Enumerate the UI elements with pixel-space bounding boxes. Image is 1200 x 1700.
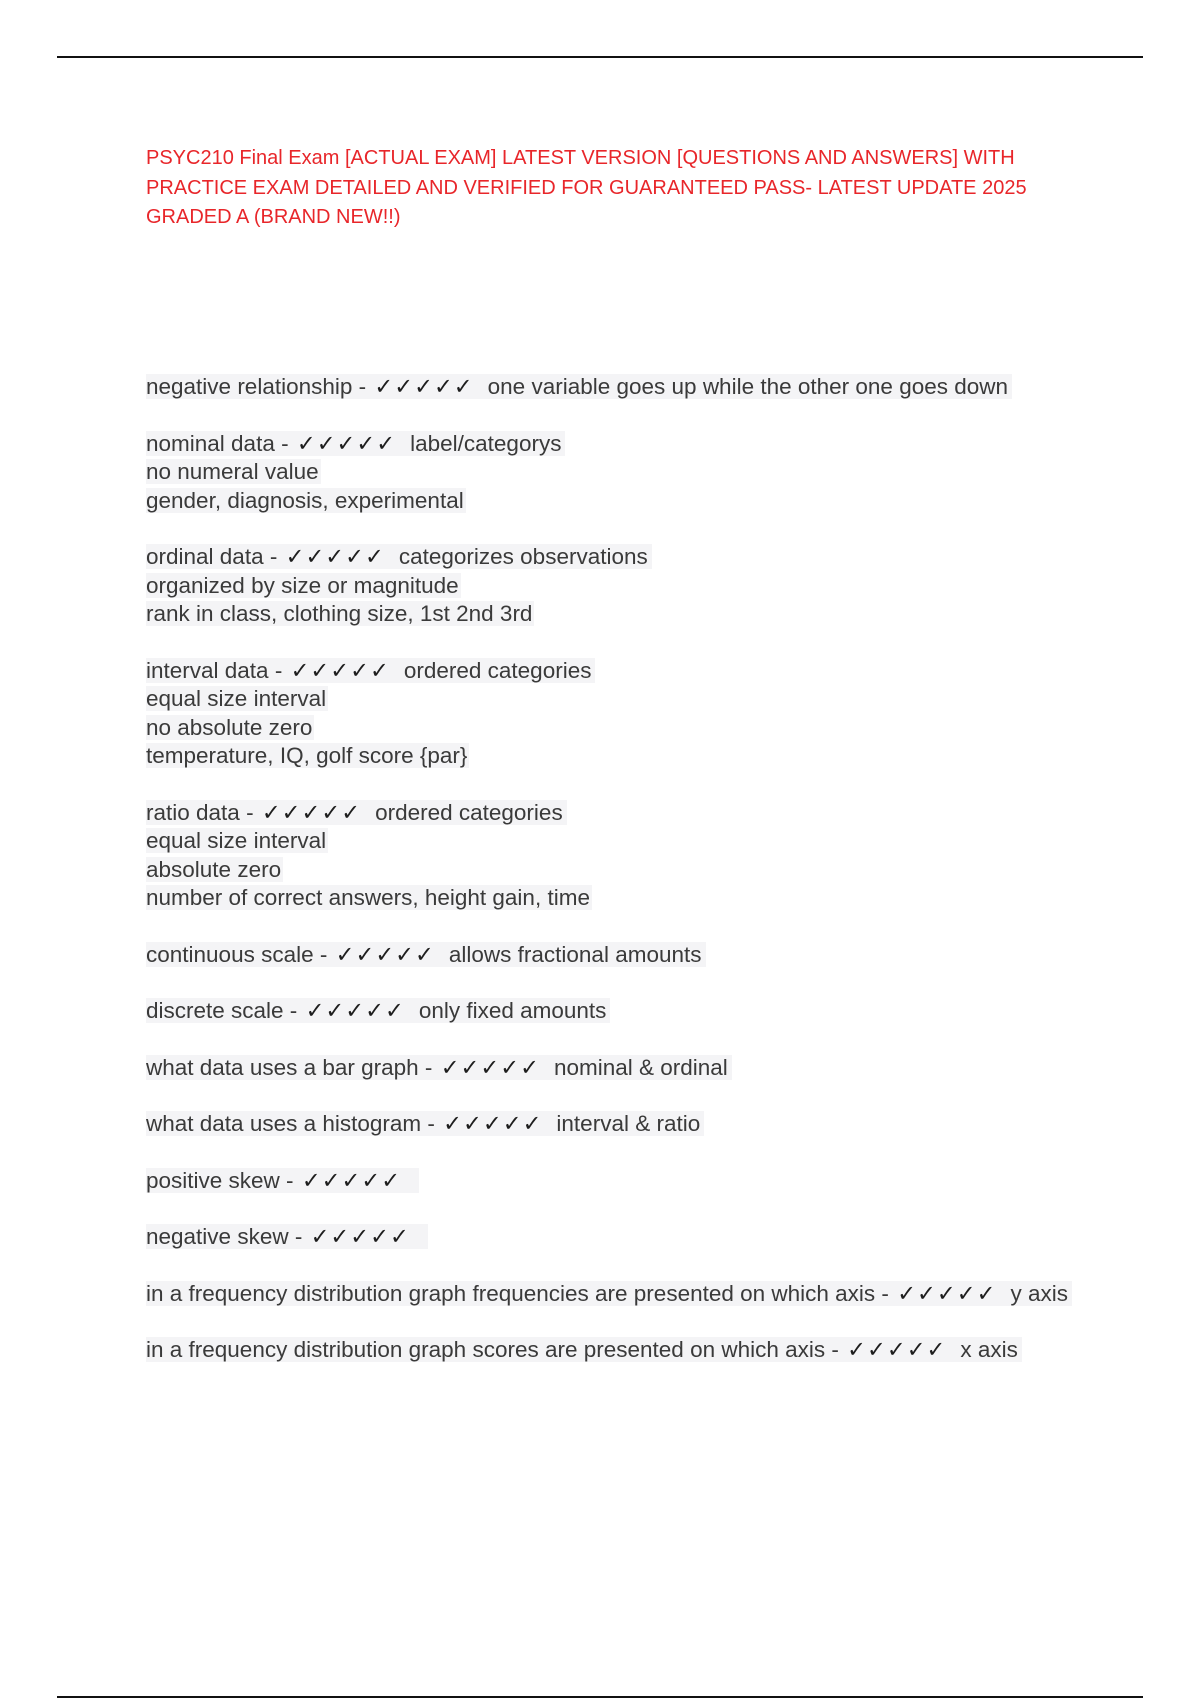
qa-answer-line <box>146 742 1086 771</box>
check-marks-icon: ✓✓✓✓✓ <box>301 1167 402 1193</box>
qa-answer-detail: temperature, IQ, golf score {par} <box>146 743 468 768</box>
qa-answer-line <box>146 856 1086 885</box>
qa-item <box>146 1336 1086 1365</box>
qa-highlight <box>146 1055 732 1080</box>
qa-answer-detail: equal size interval <box>146 686 327 711</box>
qa-answer-line <box>146 458 1086 487</box>
qa-answer-line <box>146 487 1086 516</box>
qa-item <box>146 1167 1086 1196</box>
qa-term: interval data - <box>146 657 289 683</box>
qa-item <box>146 799 1086 913</box>
qa-answer-detail: no numeral value <box>146 459 319 484</box>
qa-answer-line <box>146 884 1086 913</box>
footer-rule <box>57 1696 1143 1698</box>
qa-term: discrete scale - <box>146 998 304 1023</box>
qa-term: negative relationship - <box>146 374 373 399</box>
qa-item <box>146 1223 1086 1252</box>
qa-answer: ordered categories <box>403 657 592 683</box>
qa-term: what data uses a bar graph - <box>146 1054 439 1080</box>
qa-answer: x axis <box>960 1337 1018 1362</box>
qa-answer: interval & ratio <box>556 1111 701 1136</box>
qa-answer-detail: number of correct answers, height gain, time <box>146 885 590 910</box>
qa-answer-detail: gender, diagnosis, experimental <box>146 487 464 513</box>
qa-term: continuous scale - <box>146 941 334 967</box>
qa-item <box>146 1280 1086 1309</box>
qa-question-line <box>146 1223 1086 1252</box>
qa-item <box>146 941 1086 970</box>
qa-answer-detail: rank in class, clothing size, 1st 2nd 3rd <box>146 601 533 626</box>
qa-answer: categorizes observations <box>398 544 648 569</box>
qa-highlight <box>146 1337 1022 1362</box>
qa-term: in a frequency distribution graph scores are presented on which axis - <box>146 1337 846 1362</box>
qa-question-line <box>146 1336 1086 1365</box>
qa-answer-detail: organized by size or magnitude <box>146 572 459 598</box>
qa-answer-detail: no absolute zero <box>146 714 313 740</box>
qa-question-line <box>146 997 1086 1026</box>
qa-term: what data uses a histogram - <box>146 1111 442 1136</box>
qa-question-line <box>146 799 1086 828</box>
qa-answer: label/categorys <box>410 430 562 456</box>
qa-highlight <box>146 431 565 456</box>
qa-question-line <box>146 1110 1086 1139</box>
qa-item <box>146 373 1086 402</box>
check-marks-icon: ✓✓✓✓✓ <box>285 544 385 569</box>
qa-term: negative skew - <box>146 1224 309 1249</box>
qa-term: nominal data - <box>146 430 295 456</box>
qa-answer: y axis <box>1010 1280 1068 1306</box>
qa-question-line <box>146 543 1086 572</box>
qa-highlight <box>146 374 1012 399</box>
qa-term: positive skew - <box>146 1167 300 1193</box>
qa-list <box>146 373 1086 1393</box>
qa-term: in a frequency distribution graph frequencies are presented on which axis - <box>146 1280 896 1306</box>
qa-answer: ordered categories <box>375 799 563 825</box>
qa-item <box>146 543 1086 629</box>
check-marks-icon: ✓✓✓✓✓ <box>290 657 390 683</box>
qa-term: ratio data - <box>146 799 260 825</box>
qa-question-line <box>146 1054 1086 1083</box>
qa-answer: only fixed amounts <box>418 998 607 1023</box>
qa-answer-line <box>146 685 1086 714</box>
check-marks-icon: ✓✓✓✓✓ <box>261 799 362 825</box>
qa-question-line <box>146 941 1086 970</box>
check-marks-icon: ✓✓✓✓✓ <box>897 1280 997 1306</box>
qa-answer-line <box>146 827 1086 856</box>
document-title: PSYC210 Final Exam [ACTUAL EXAM] LATEST VERSION [QUESTIONS AND ANSWERS] WITH PRACTICE EXAM DETAILED AND VERIFIED FOR GUARANTEED PASS- LATEST UPDATE 2025 GRADED A (BRAND NEW!!) <box>146 147 1027 228</box>
check-marks-icon: ✓✓✓✓✓ <box>374 374 474 399</box>
qa-question-line <box>146 657 1086 686</box>
qa-answer-detail: equal size interval <box>146 828 327 853</box>
qa-highlight <box>146 658 595 683</box>
qa-answer: allows fractional amounts <box>448 941 702 967</box>
qa-answer: one variable goes up while the other one goes down <box>487 374 1009 399</box>
qa-highlight <box>146 1111 704 1136</box>
qa-answer-line <box>146 572 1086 601</box>
qa-question-line <box>146 1280 1086 1309</box>
qa-answer-detail: absolute zero <box>146 856 282 882</box>
qa-item <box>146 657 1086 771</box>
header-rule <box>57 56 1143 58</box>
qa-question-line <box>146 1167 1086 1196</box>
qa-highlight <box>146 800 567 825</box>
qa-highlight <box>146 998 610 1023</box>
check-marks-icon: ✓✓✓✓✓ <box>305 998 405 1023</box>
qa-item <box>146 430 1086 516</box>
qa-answer <box>415 1168 417 1193</box>
qa-term: ordinal data - <box>146 544 284 569</box>
check-marks-icon: ✓✓✓✓✓ <box>335 941 435 967</box>
qa-highlight <box>146 1224 428 1249</box>
qa-answer: nominal & ordinal <box>553 1054 728 1080</box>
check-marks-icon: ✓✓✓✓✓ <box>296 430 397 456</box>
qa-highlight <box>146 1281 1072 1306</box>
qa-highlight <box>146 1168 419 1193</box>
qa-item <box>146 1110 1086 1139</box>
qa-answer-line <box>146 600 1086 629</box>
qa-highlight <box>146 942 706 967</box>
qa-item <box>146 1054 1086 1083</box>
qa-answer-line <box>146 714 1086 743</box>
check-marks-icon: ✓✓✓✓✓ <box>847 1337 947 1362</box>
qa-highlight <box>146 544 652 569</box>
check-marks-icon: ✓✓✓✓✓ <box>440 1054 540 1080</box>
qa-question-line <box>146 373 1086 402</box>
check-marks-icon: ✓✓✓✓✓ <box>443 1111 543 1136</box>
check-marks-icon: ✓✓✓✓✓ <box>310 1224 410 1249</box>
qa-item <box>146 997 1086 1026</box>
qa-question-line <box>146 430 1086 459</box>
qa-answer <box>424 1224 426 1249</box>
